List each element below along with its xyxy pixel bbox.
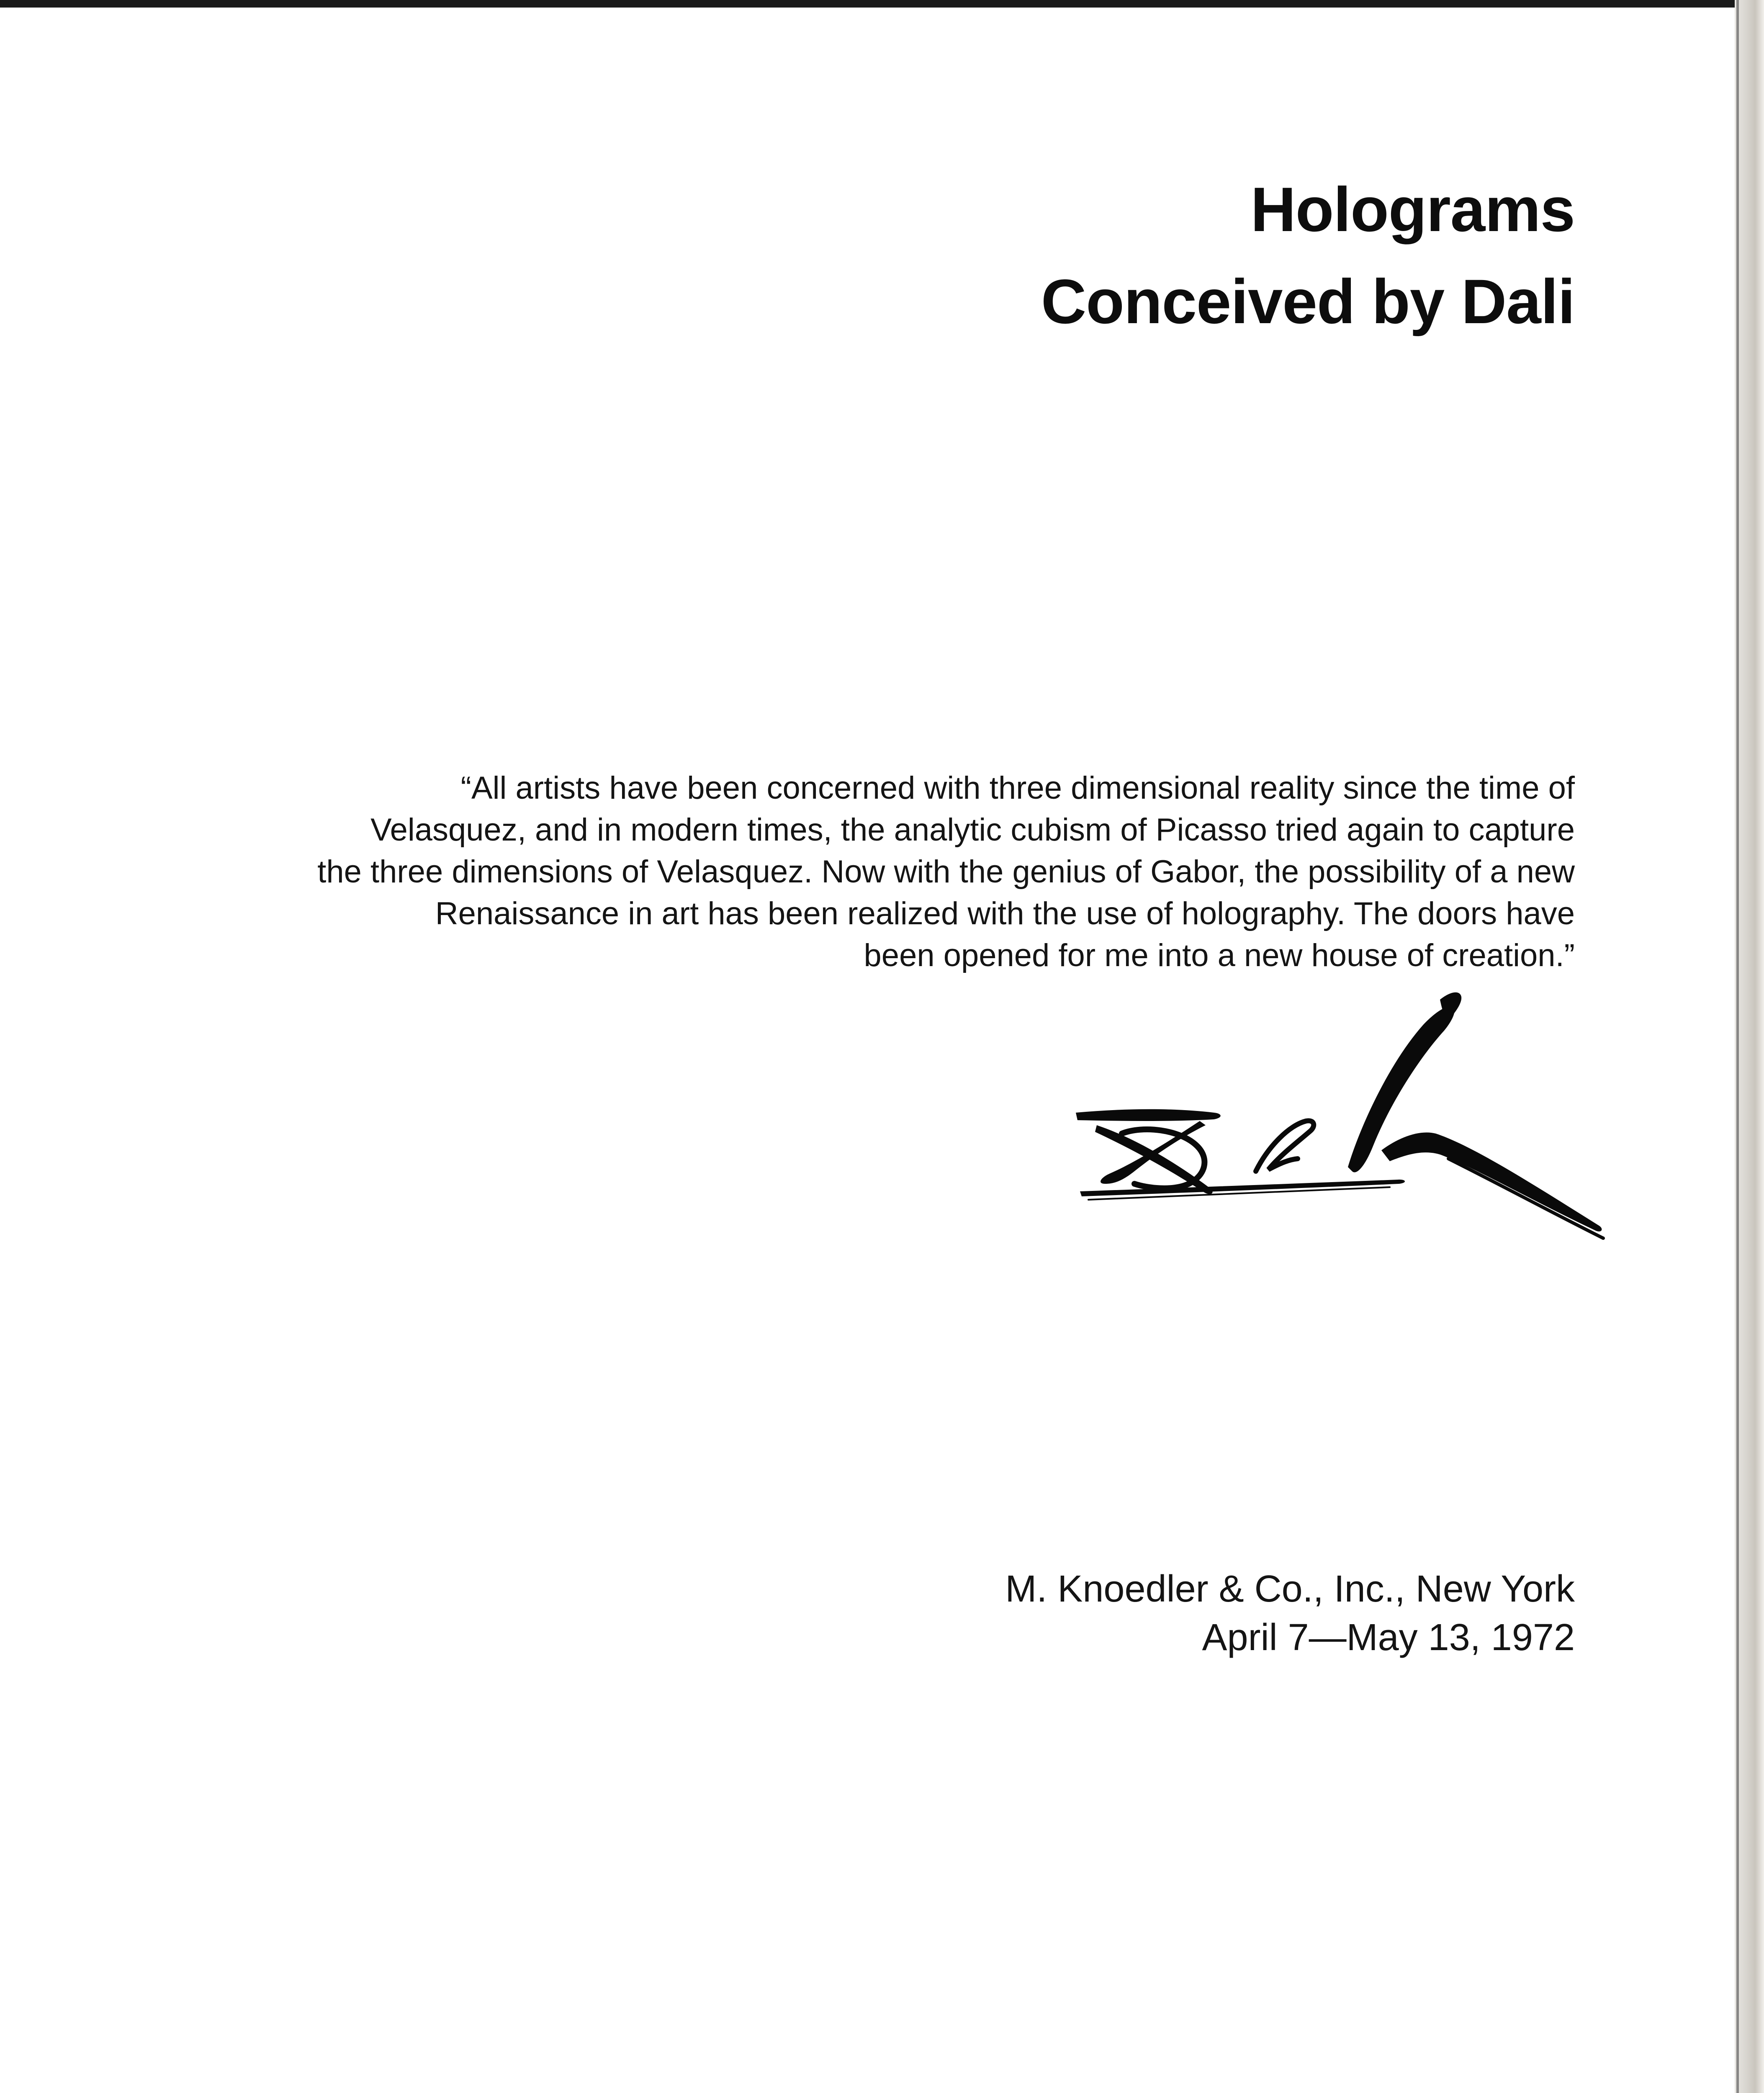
catalog-page [0, 8, 1735, 2093]
publisher-block [1005, 1565, 1575, 1662]
page-title [1041, 163, 1575, 347]
title-line-2: Conceived by Dali [1041, 266, 1575, 337]
exhibition-dates: April 7—May 13, 1972 [1202, 1617, 1575, 1658]
signature-icon [1072, 987, 1616, 1272]
signature-stroke-top [1076, 1109, 1221, 1121]
quote-line: “All artists have been concerned with three dimensional reality since the time of [460, 770, 1575, 806]
title-line-1: Holograms [1250, 174, 1575, 244]
page-top-edge [0, 0, 1764, 8]
signature-stroke-cross-a [1095, 1125, 1213, 1194]
page-right-edge [1735, 0, 1764, 2093]
signature-stroke-a [1256, 1121, 1314, 1171]
quote-line: been opened for me into a new house of creation.” [864, 938, 1575, 973]
publisher-name: M. Knoedler & Co., Inc., New York [1005, 1568, 1575, 1610]
quote-line: Renaissance in art has been realized with the use of holography. The doors have [435, 896, 1575, 931]
page-spine-line [1736, 0, 1739, 2093]
dali-quote [152, 767, 1575, 977]
quote-line: Velasquez, and in modern times, the analytic cubism of Picasso tried again to capture [370, 812, 1575, 848]
quote-line: the three dimensions of Velasquez. Now with the genius of Gabor, the possibility of a new [317, 854, 1575, 890]
signature-stroke-tail-thin [1448, 1159, 1603, 1238]
